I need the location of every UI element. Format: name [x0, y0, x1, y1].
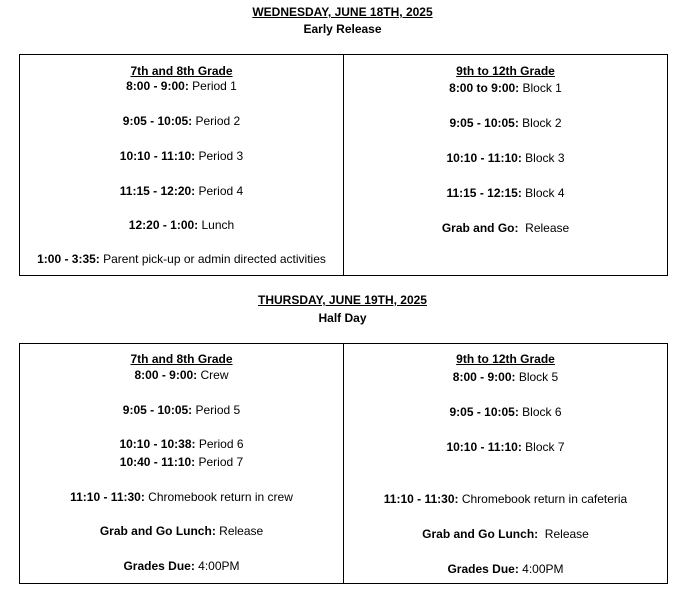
day2-schedule-table: [19, 343, 668, 584]
day2-right-title: 9th to 12th Grade: [456, 352, 555, 366]
schedule-row: 10:40 - 11:10: Period 7: [119, 455, 244, 469]
schedule-row: 9:05 - 10:05: Period 5: [122, 403, 241, 417]
day2-middle-school-cell: [20, 344, 344, 584]
schedule-row: 8:00 - 9:00: Crew: [134, 368, 229, 382]
day1-right-title: 9th to 12th Grade: [456, 64, 555, 78]
schedule-row: 8:00 to 9:00: Block 1: [449, 81, 562, 95]
schedule-row: 12:20 - 1:00: Lunch: [128, 218, 235, 232]
schedule-row: Grab and Go: Release: [441, 221, 570, 235]
day1-type-heading: Early Release: [303, 22, 382, 36]
schedule-row: 8:00 - 9:00: Period 1: [126, 79, 237, 93]
day2-type-heading: Half Day: [318, 311, 367, 325]
schedule-row: 10:10 - 11:10: Block 7: [446, 440, 565, 454]
schedule-row: 10:10 - 11:10: Block 3: [446, 151, 565, 165]
schedule-row: Grab and Go Lunch: Release: [422, 527, 589, 541]
day2-high-school-cell: [344, 344, 668, 584]
day1-middle-school-cell: [20, 55, 344, 276]
day1-high-school-cell: [344, 55, 668, 276]
schedule-row: Grab and Go Lunch: Release: [99, 524, 264, 538]
schedule-row: 10:10 - 11:10: Period 3: [119, 149, 244, 163]
schedule-row: 10:10 - 10:38: Period 6: [119, 437, 244, 451]
day1-date-heading: WEDNESDAY, JUNE 18TH, 2025: [252, 5, 433, 19]
schedule-row: Grades Due: 4:00PM: [123, 559, 240, 573]
day1-schedule-table: [19, 54, 668, 276]
schedule-row: 11:10 - 11:30: Chromebook return in crew: [70, 490, 293, 504]
schedule-row: 11:15 - 12:20: Period 4: [119, 184, 244, 198]
schedule-row: 11:15 - 12:15: Block 4: [446, 186, 565, 200]
schedule-row: 9:05 - 10:05: Period 2: [122, 114, 241, 128]
schedule-row: Grades Due: 4:00PM: [447, 562, 564, 576]
schedule-row: 9:05 - 10:05: Block 6: [449, 405, 562, 419]
day1-left-title: 7th and 8th Grade: [130, 64, 233, 78]
schedule-row: 9:05 - 10:05: Block 2: [449, 116, 562, 130]
day2-left-title: 7th and 8th Grade: [130, 352, 233, 366]
schedule-row: 8:00 - 9:00: Block 5: [452, 370, 559, 384]
schedule-row: 1:00 - 3:35: Parent pick-up or admin directed activities: [37, 252, 326, 266]
day2-date-heading: THURSDAY, JUNE 19TH, 2025: [258, 293, 427, 307]
schedule-row: 11:10 - 11:30: Chromebook return in cafeteria: [383, 492, 628, 506]
